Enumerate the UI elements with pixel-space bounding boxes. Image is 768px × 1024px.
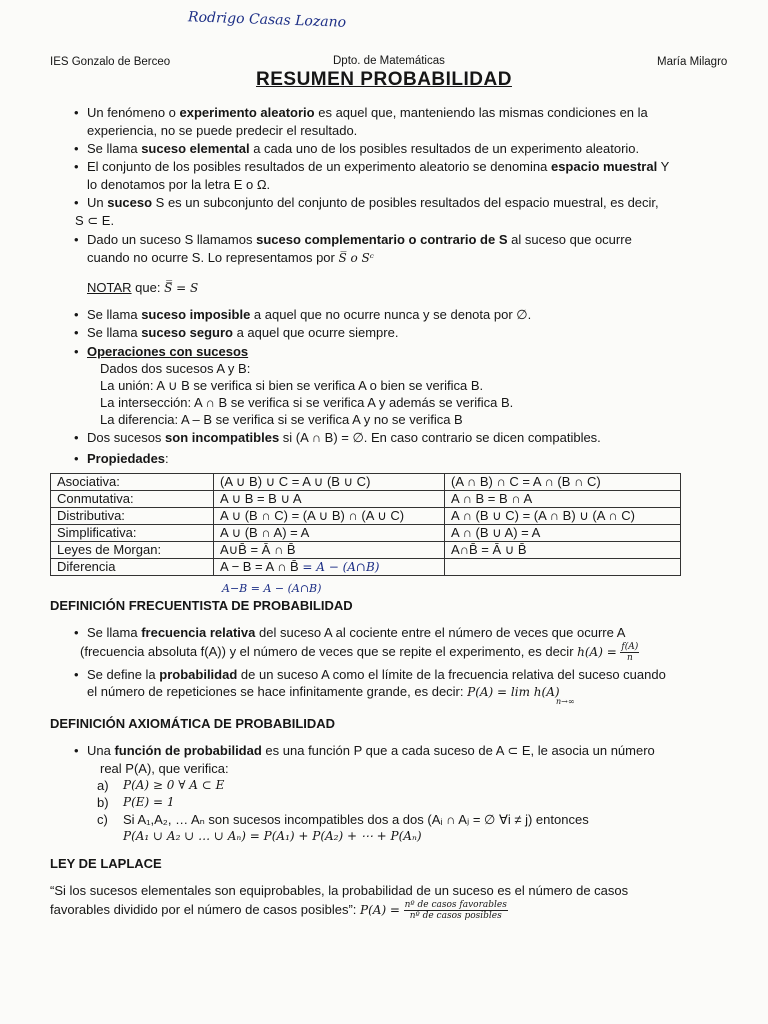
section-title-laplace: LEY DE LAPLACE bbox=[50, 856, 162, 871]
relative-frequency-fraction: $\frac{f(A)}{n}$ bbox=[621, 642, 639, 663]
axiom-label-a: a) bbox=[97, 778, 109, 793]
list-item: • Dos sucesos son incompatibles si (A ∩ B) = ∅. En caso contrario se dicen compatibles. bbox=[87, 429, 601, 446]
table-cell: Asociativa: bbox=[51, 474, 214, 491]
table-cell: Leyes de Morgan: bbox=[51, 542, 214, 559]
page-title: RESUMEN PROBABILIDAD bbox=[256, 69, 512, 90]
axiom-a: P(A) ≥ 0 ∀ A ⊂ E bbox=[123, 778, 225, 792]
table-cell: A ∪ B = B ∪ A bbox=[214, 491, 445, 508]
header-teacher: María Milagro bbox=[657, 56, 728, 68]
list-item-continuation: lo denotamos por la letra E o Ω. bbox=[87, 177, 271, 192]
laplace-text: favorables dividido por el número de casos posibles”: P(A) = $\frac{\text{nº de casos favorables}}{\text{nº de casos posibles}}$ bbox=[50, 900, 507, 921]
list-item: • Un suceso S es un subconjunto del conjunto de posibles resultados del espacio muestral, es decir, bbox=[87, 194, 659, 211]
list-item: • Se define la probabilidad de un suceso A como el límite de la frecuencia relativa del suceso cuando bbox=[87, 666, 666, 683]
properties-table bbox=[50, 473, 681, 576]
difference-formula: A − B = A ∩ B̄ bbox=[220, 559, 299, 574]
table-row bbox=[51, 491, 681, 508]
table-cell bbox=[445, 559, 681, 576]
note-line: NOTAR que: S̿ = S bbox=[87, 280, 199, 295]
table-cell: A∩B̄ = Ā ∪ B̄ bbox=[445, 542, 681, 559]
axiom-label-b: b) bbox=[97, 795, 109, 810]
axiom-c: Si A₁,A₂, … Aₙ son sucesos incompatibles dos a dos (Aᵢ ∩ Aⱼ = ∅ ∀i ≠ j) entonces bbox=[123, 812, 589, 827]
list-item: • El conjunto de los posibles resultados de un experimento aleatorio se denomina espacio muestral Y bbox=[87, 158, 669, 175]
list-item: • Dado un suceso S llamamos suceso complementario o contrario de S al suceso que ocurre bbox=[87, 231, 632, 248]
table-cell: A ∪ (B ∩ A) = A bbox=[214, 525, 445, 542]
table-cell: (A ∪ B) ∪ C = A ∪ (B ∪ C) bbox=[214, 474, 445, 491]
table-cell: (A ∩ B) ∩ C = A ∩ (B ∩ C) bbox=[445, 474, 681, 491]
section-title-axiomatic: DEFINICIÓN AXIOMÁTICA DE PROBABILIDAD bbox=[50, 716, 336, 731]
laplace-fraction: $\frac{\text{nº de casos favorables}}{\text{nº de casos posibles}}$ bbox=[404, 900, 507, 921]
list-item-continuation: S ⊂ E. bbox=[75, 213, 115, 228]
table-row bbox=[51, 542, 681, 559]
list-item-continuation: real P(A), que verifica: bbox=[100, 761, 229, 776]
operation-difference: La diferencia: A – B se verifica si se verifica A y no se verifica B bbox=[100, 412, 463, 427]
table-cell bbox=[214, 559, 445, 576]
table-cell: Conmutativa: bbox=[51, 491, 214, 508]
list-item: • Se llama suceso imposible a aquel que no ocurre nunca y se denota por ∅. bbox=[87, 306, 531, 323]
table-cell: Distributiva: bbox=[51, 508, 214, 525]
list-item-properties: • Propiedades: bbox=[87, 450, 169, 467]
table-cell: Diferencia bbox=[51, 559, 214, 576]
handwritten-signature: Rodrigo Casas Lozano bbox=[187, 9, 347, 31]
handwritten-note: A−B = A − (A∩B) bbox=[222, 582, 322, 595]
list-item-operations: • Operaciones con sucesos bbox=[87, 343, 248, 360]
axiom-c-formula: P(A₁ ∪ A₂ ∪ … ∪ Aₙ) = P(A₁) + P(A₂) + ⋯ + P(Aₙ) bbox=[123, 829, 422, 843]
axiom-label-c: c) bbox=[97, 812, 108, 827]
operations-intro: Dados dos sucesos A y B: bbox=[100, 361, 251, 376]
list-item: • Se llama suceso seguro a aquel que ocurre siempre. bbox=[87, 324, 398, 341]
handwritten-note: = A − (A∩B) bbox=[302, 560, 380, 574]
list-item: • Una función de probabilidad es una función P que a cada suceso de A ⊂ E, le asocia un número bbox=[87, 742, 655, 759]
laplace-text: “Si los sucesos elementales son equiprobables, la probabilidad de un suceso es el número de casos bbox=[50, 883, 629, 898]
table-cell: A∪B̄ = Ā ∩ B̄ bbox=[214, 542, 445, 559]
table-row bbox=[51, 508, 681, 525]
section-title-frequentist: DEFINICIÓN FRECUENTISTA DE PROBABILIDAD bbox=[50, 598, 353, 613]
header-department: Dpto. de Matemáticas bbox=[333, 55, 445, 67]
list-item-continuation: experiencia, no se puede predecir el resultado. bbox=[87, 123, 358, 138]
table-cell: A ∩ (B ∪ A) = A bbox=[445, 525, 681, 542]
limit-subscript: n→∞ bbox=[556, 697, 575, 706]
list-item-continuation: (frecuencia absoluta f(A)) y el número de veces que se repite el experimento, es decir h(A) = $\frac{f(A)}{n}$ bbox=[80, 642, 639, 663]
list-item: • Se llama suceso elemental a cada uno de los posibles resultados de un experimento aleatorio. bbox=[87, 140, 639, 157]
operation-union: La unión: A ∪ B se verifica si bien se verifica A o bien se verifica B. bbox=[100, 378, 484, 393]
operation-intersection: La intersección: A ∩ B se verifica si se verifica A y además se verifica B. bbox=[100, 395, 514, 410]
list-item: • Se llama frecuencia relativa del suceso A al cociente entre el número de veces que ocurre A bbox=[87, 624, 625, 641]
table-cell: A ∩ B = B ∩ A bbox=[445, 491, 681, 508]
table-cell: A ∪ (B ∩ C) = (A ∪ B) ∩ (A ∪ C) bbox=[214, 508, 445, 525]
table-cell: Simplificativa: bbox=[51, 525, 214, 542]
table-cell: A ∩ (B ∪ C) = (A ∩ B) ∪ (A ∩ C) bbox=[445, 508, 681, 525]
list-item-continuation: el número de repeticiones se hace infinitamente grande, es decir: P(A) = lim h(A) bbox=[87, 684, 560, 699]
list-item-continuation: cuando no ocurre S. Lo representamos por S̅ o Sᶜ bbox=[87, 250, 375, 265]
axiom-b: P(E) = 1 bbox=[123, 795, 175, 809]
table-row bbox=[51, 559, 681, 576]
list-item: • Un fenómeno o experimento aleatorio es aquel que, manteniendo las mismas condiciones en la bbox=[87, 104, 648, 121]
table-row bbox=[51, 525, 681, 542]
header-school: IES Gonzalo de Berceo bbox=[50, 56, 171, 68]
table-row bbox=[51, 474, 681, 491]
